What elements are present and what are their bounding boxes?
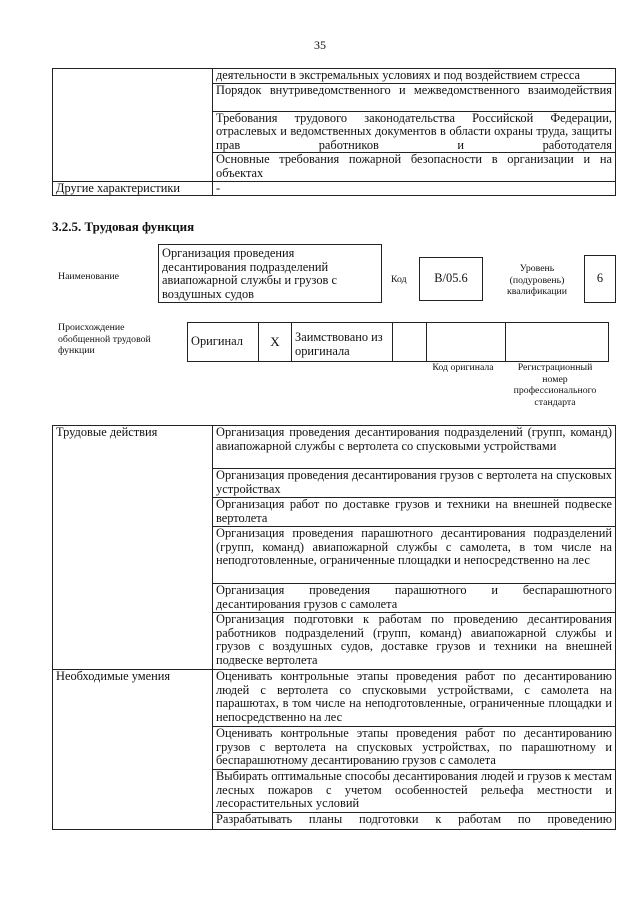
table-cell: Оценивать контрольные этапы проведения работ по десантированию грузов с вертолета на спусковых устройствах, по парашютному и беспарашютному десантированию грузов с самолета (213, 727, 616, 770)
original-mark: X (259, 323, 292, 362)
reg-number-label: Регистрационный номер профессионального стандарта (513, 362, 597, 408)
table-cell-empty (53, 69, 213, 182)
code-box (419, 257, 483, 301)
row-label: Необходимые умения (53, 670, 213, 830)
code-original-cell (427, 323, 506, 362)
table-cell: Организация проведения десантирования подразделений (групп, команд) авиапожарной службы с вертолета со спусковыми устройствами (213, 426, 616, 469)
function-name-box (158, 244, 382, 303)
origin-table (187, 322, 609, 362)
row-label: Трудовые действия (53, 426, 213, 670)
code-original-label: Код оригинала (432, 362, 494, 373)
table-cell: Организация проведения парашютного десантирования подразделений (групп, команд) авиапожарной службы с самолета, в том числе на неподготовленные, ограниченные площадки и непосредственно на лес (213, 527, 616, 584)
table-cell-empty (393, 323, 427, 362)
function-details-table (52, 425, 616, 830)
borrowed-label: Заимствовано из оригинала (292, 323, 393, 362)
name-label: Наименование (58, 271, 120, 282)
code-value: B/05.6 (434, 271, 468, 285)
table-row (53, 181, 616, 196)
function-name: Организация проведения десантирования подразделений авиапожарной службы и грузов с воздушных судов (162, 246, 337, 301)
table-cell: Организация работ по доставке грузов и техники на внешней подвеске вертолета (213, 498, 616, 527)
original-label: Оригинал (188, 323, 259, 362)
level-value: 6 (596, 271, 604, 285)
reg-number-cell (506, 323, 609, 362)
table-cell: Разрабатывать планы подготовки к работам по проведению (213, 813, 616, 830)
table-row (53, 69, 616, 84)
level-box (584, 255, 616, 303)
table-cell: Требования трудового законодательства Российской Федерации, отраслевых и ведомственных документов в области охраны труда, защиты прав работников и работодателя (213, 111, 616, 153)
table-cell: Организация проведения парашютного и беспарашютного десантирования грузов с самолета (213, 584, 616, 613)
table-row (53, 426, 616, 469)
page-number: 35 (314, 38, 326, 52)
level-label: Уровень (подуровень) квалификации (506, 263, 568, 297)
origin-label: Происхождение обобщенной трудовой функции (58, 322, 151, 356)
table-cell: Организация проведения десантирования грузов с вертолета на спусковых устройствах (213, 469, 616, 498)
table-cell: Выбирать оптимальные способы десантирования людей и грузов к местам лесных пожаров с учетом особенностей рельефа местности и лесорастительных условий (213, 770, 616, 813)
code-label: Код (391, 274, 407, 285)
table-cell: Организация подготовки к работам по проведению десантирования работников подразделений (групп, команд) авиапожарной службы и грузов с воздушных судов, доставке грузов и техники на внешней подвеске вертолета (213, 613, 616, 670)
table-row (188, 323, 609, 362)
table-cell: Порядок внутриведомственного и межведомственного взаимодействия (213, 83, 616, 111)
table-cell: Оценивать контрольные этапы проведения работ по десантированию людей с вертолета со спусковыми устройствами, с самолета на парашютах, в том числе на неподготовленные, ограниченные площадки и непосредственно на лес (213, 670, 616, 727)
table-cell: Основные требования пожарной безопасности в организации и на объектах (213, 153, 616, 181)
table-cell: - (213, 181, 616, 196)
row-label: Другие характеристики (53, 181, 213, 196)
section-heading: 3.2.5. Трудовая функция (52, 219, 195, 234)
continuation-table (52, 68, 616, 196)
table-row (53, 670, 616, 727)
table-cell: деятельности в экстремальных условиях и под воздействием стресса (213, 69, 616, 84)
